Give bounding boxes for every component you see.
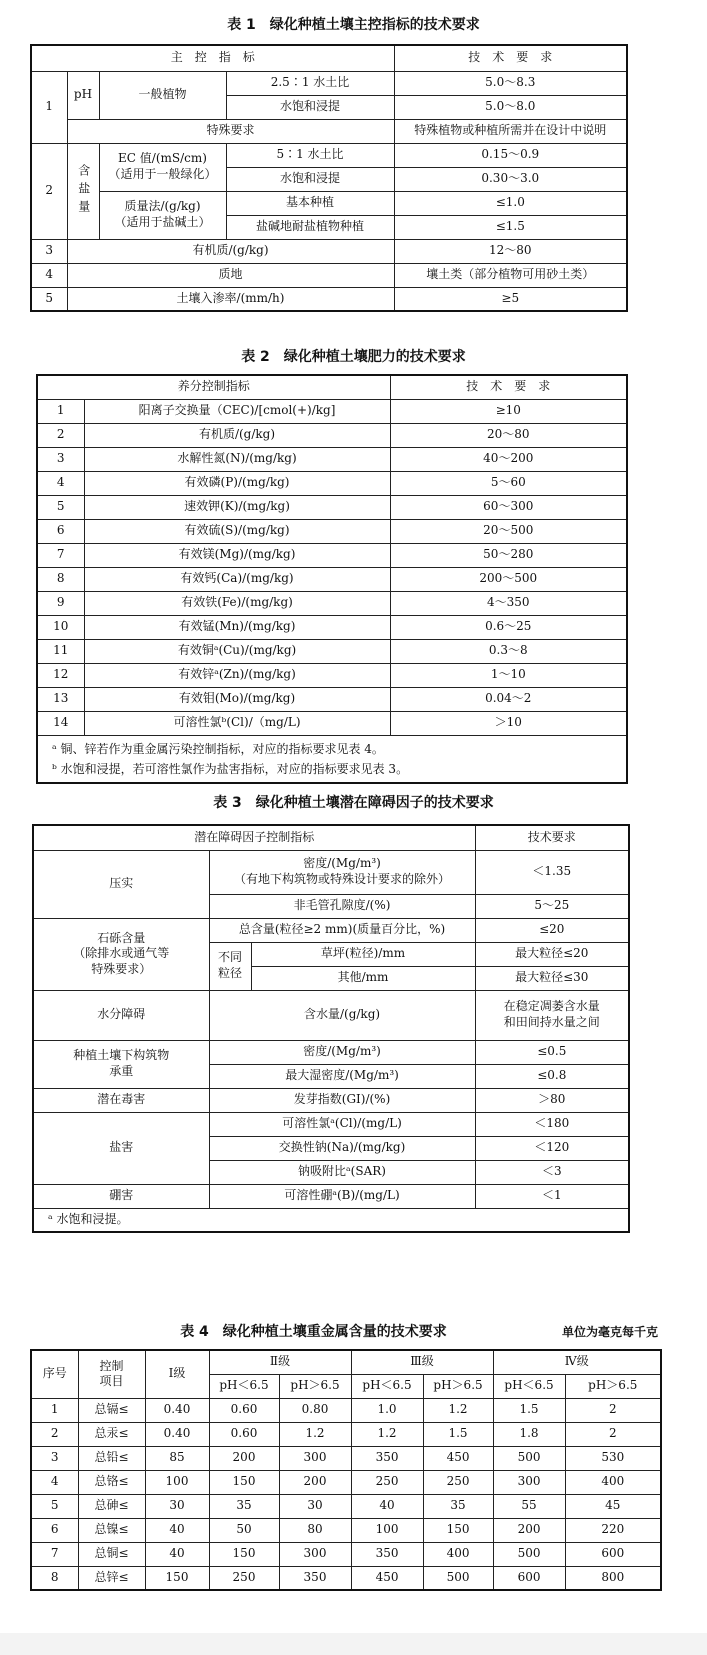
table-row	[33, 918, 629, 942]
row-number: 6	[31, 1518, 78, 1542]
item-cell: 其他/mm	[251, 966, 475, 990]
value-cell: ＜1	[475, 1184, 629, 1208]
method-cell: 5∶1 水土比	[226, 143, 394, 167]
value-cell: 85	[145, 1446, 209, 1470]
value-cell: 300	[279, 1542, 351, 1566]
value-cell: ≤0.8	[475, 1064, 629, 1088]
table-row	[37, 423, 627, 447]
table-row	[33, 850, 629, 894]
table2-body	[37, 399, 627, 735]
value-cell: 0.80	[279, 1398, 351, 1422]
item-cell: 总铜≤	[78, 1542, 145, 1566]
row-number: 12	[37, 663, 84, 687]
table-row	[37, 399, 627, 423]
header-cell: pH＜6.5	[351, 1374, 423, 1398]
factor-name: 水分障碍	[33, 990, 209, 1040]
table4	[30, 1349, 662, 1591]
value-cell: 30	[145, 1494, 209, 1518]
item-cell: 总铬≤	[78, 1470, 145, 1494]
table-row	[31, 239, 627, 263]
value-cell: 150	[209, 1542, 279, 1566]
table-row	[31, 1542, 661, 1566]
indicator-cell: 阳离子交换量（CEC)/[cmol(+)/kg]	[84, 399, 390, 423]
value-cell: 5～25	[475, 894, 629, 918]
mass-note: （适用于盐碱土）	[114, 215, 211, 229]
row-number: 3	[31, 1446, 78, 1470]
method-cell: 水饱和浸提	[226, 167, 394, 191]
item-cell: 总含量(粒径≥2 mm)(质量百分比，%)	[209, 918, 475, 942]
row-number: 3	[37, 447, 84, 471]
table-row	[37, 591, 627, 615]
indicator-cell: 速效钾(K)/(mg/kg)	[84, 495, 390, 519]
indicator-cell: 可溶性氯ᵇ(Cl)/（mg/L)	[84, 711, 390, 735]
value-cell: 2	[565, 1422, 661, 1446]
indicator-cell: 有效钼(Mo)/(mg/kg)	[84, 687, 390, 711]
table-row	[37, 519, 627, 543]
water-value-1: 在稳定凋萎含水量	[503, 999, 600, 1014]
value-cell: 100	[145, 1470, 209, 1494]
value-cell: 350	[351, 1446, 423, 1470]
row-number: 8	[37, 567, 84, 591]
table-header-row	[31, 45, 627, 71]
value-cell: 0.40	[145, 1422, 209, 1446]
row-number: 2	[37, 423, 84, 447]
method-cell: 盐碱地耐盐植物种植	[226, 215, 394, 239]
value-cell: ≤20	[475, 918, 629, 942]
row-name: 有机质/(g/kg)	[67, 239, 394, 263]
item-cell: 总镉≤	[78, 1398, 145, 1422]
value-cell: 400	[565, 1470, 661, 1494]
row-number: 7	[37, 543, 84, 567]
value-cell: 250	[423, 1470, 493, 1494]
item-cell: 可溶性硼ᵃ(B)/(mg/L)	[209, 1184, 475, 1208]
row-number: 2	[31, 143, 67, 239]
value-cell: 150	[423, 1518, 493, 1542]
value-cell: ≤1.5	[394, 215, 627, 239]
header-cell: Ⅰ级	[145, 1350, 209, 1398]
header-cell: 技 术 要 求	[394, 45, 627, 71]
table-row	[31, 1470, 661, 1494]
row-number: 4	[37, 471, 84, 495]
table-row	[31, 71, 627, 95]
row-number: 8	[31, 1566, 78, 1590]
value-cell: 100	[351, 1518, 423, 1542]
notes-cell	[37, 735, 627, 783]
value-cell: 200～500	[390, 567, 627, 591]
header-cell: pH＜6.5	[493, 1374, 565, 1398]
ec-note: （适用于一般绿化）	[108, 167, 217, 181]
header-cell: 技术要求	[475, 825, 629, 850]
value-cell: 50	[209, 1518, 279, 1542]
factor-name	[33, 918, 209, 990]
value-cell: 220	[565, 1518, 661, 1542]
table-row	[37, 495, 627, 519]
value-cell: 250	[351, 1470, 423, 1494]
value-cell: 350	[279, 1566, 351, 1590]
header-cell: 主 控 指 标	[31, 45, 394, 71]
item-header-2: 项目	[99, 1374, 124, 1389]
value-cell: 20～80	[390, 423, 627, 447]
value-cell: ＜3	[475, 1160, 629, 1184]
value-cell: 0.30～3.0	[394, 167, 627, 191]
table1-title: 表 1 绿化种植土壤主控指标的技术要求	[227, 17, 480, 33]
table-row	[37, 639, 627, 663]
factor-name	[33, 1040, 209, 1088]
footnote-a: ᵃ 水饱和浸提。	[33, 1208, 629, 1232]
value-cell: 200	[209, 1446, 279, 1470]
value-cell: 200	[279, 1470, 351, 1494]
table-row	[31, 1566, 661, 1590]
value-cell: 300	[493, 1470, 565, 1494]
value-cell: 35	[423, 1494, 493, 1518]
value-cell: 1.5	[493, 1398, 565, 1422]
sub-category	[99, 143, 226, 191]
header-cell: 养分控制指标	[37, 375, 390, 399]
value-cell: ≤0.5	[475, 1040, 629, 1064]
value-cell: 40～200	[390, 447, 627, 471]
row-number: 14	[37, 711, 84, 735]
indicator-cell: 有效锰(Mn)/(mg/kg)	[84, 615, 390, 639]
value-cell: 150	[209, 1470, 279, 1494]
item-cell: 交换性钠(Na)/(mg/kg)	[209, 1136, 475, 1160]
diff-label-2: 粒径	[217, 966, 242, 980]
item-cell: 总镍≤	[78, 1518, 145, 1542]
sub-category	[99, 191, 226, 239]
value-cell: 5.0～8.0	[394, 95, 627, 119]
value-cell: 30	[279, 1494, 351, 1518]
value-cell: 500	[493, 1446, 565, 1470]
item-header: 控制	[99, 1358, 124, 1373]
table-row	[37, 567, 627, 591]
value-cell: ＜180	[475, 1112, 629, 1136]
table-row	[33, 1088, 629, 1112]
mass-label: 质量法/(g/kg)	[124, 199, 201, 214]
table-header-row	[31, 1350, 661, 1374]
value-cell: ＞80	[475, 1088, 629, 1112]
value-cell: 450	[351, 1566, 423, 1590]
header-cell: pH＞6.5	[565, 1374, 661, 1398]
value-cell: 1.5	[423, 1422, 493, 1446]
page-footer-strip	[0, 1633, 707, 1655]
value-cell: 20～500	[390, 519, 627, 543]
item-cell: 总砷≤	[78, 1494, 145, 1518]
item-cell: 总锌≤	[78, 1566, 145, 1590]
value-cell: 0.40	[145, 1398, 209, 1422]
value-cell: 400	[423, 1542, 493, 1566]
item-cell: 草坪(粒径)/mm	[251, 942, 475, 966]
value-cell: 壤土类（部分植物可用砂土类）	[394, 263, 627, 287]
row-number: 4	[31, 1470, 78, 1494]
table-row	[37, 615, 627, 639]
value-cell: 1.8	[493, 1422, 565, 1446]
table-row	[31, 1518, 661, 1542]
table-notes	[33, 1208, 629, 1232]
table3-title: 表 3 绿化种植土壤潜在障碍因子的技术要求	[213, 795, 494, 811]
factor-name: 潜在毒害	[33, 1088, 209, 1112]
table-row	[31, 1398, 661, 1422]
value-cell: 350	[351, 1542, 423, 1566]
item-cell: 总铅≤	[78, 1446, 145, 1470]
value-cell: 500	[423, 1566, 493, 1590]
ec-label: EC 值/(mS/cm)	[118, 151, 207, 166]
row-name: 质地	[67, 263, 394, 287]
indicator-cell: 有效锌ᵃ(Zn)/(mg/kg)	[84, 663, 390, 687]
table-row	[37, 687, 627, 711]
value-cell: 5～60	[390, 471, 627, 495]
item-cell: 含水量/(g/kg)	[209, 990, 475, 1040]
indicator-cell: 有效磷(P)/(mg/kg)	[84, 471, 390, 495]
table-row	[31, 287, 627, 311]
value-cell: 0.3～8	[390, 639, 627, 663]
table-row	[31, 263, 627, 287]
header-cell: Ⅳ级	[493, 1350, 661, 1374]
row-number: 3	[31, 239, 67, 263]
item-cell: 非毛管孔隙度/(%)	[209, 894, 475, 918]
row-number: 6	[37, 519, 84, 543]
item-cell: 钠吸附比ᵃ(SAR)	[209, 1160, 475, 1184]
header-cell: 序号	[31, 1350, 78, 1398]
indicator-cell: 有效钙(Ca)/(mg/kg)	[84, 567, 390, 591]
table-row	[33, 990, 629, 1040]
table-row	[37, 471, 627, 495]
factor-name: 压实	[33, 850, 209, 918]
water-value-2: 和田间持水量之间	[503, 1015, 600, 1029]
indicator-cell: 有机质/(g/kg)	[84, 423, 390, 447]
value-cell: ≥10	[390, 399, 627, 423]
method-cell: 基本种植	[226, 191, 394, 215]
value-cell: ＞10	[390, 711, 627, 735]
row-number: 1	[31, 1398, 78, 1422]
header-cell	[78, 1350, 145, 1398]
table-row	[31, 119, 627, 143]
value-cell: 0.60	[209, 1398, 279, 1422]
value-cell: 40	[145, 1518, 209, 1542]
header-cell: 潜在障碍因子控制指标	[33, 825, 475, 850]
value-cell: ≤1.0	[394, 191, 627, 215]
item-cell: 密度/(Mg/m³)	[209, 1040, 475, 1064]
sub-category: 一般植物	[99, 71, 226, 119]
value-cell: 150	[145, 1566, 209, 1590]
header-cell: pH＞6.5	[279, 1374, 351, 1398]
value-cell: ＜120	[475, 1136, 629, 1160]
value-cell: 1.2	[423, 1398, 493, 1422]
row-name: 含盐量	[67, 143, 99, 239]
value-cell: 1.0	[351, 1398, 423, 1422]
gravel-note: （除排水或通气等	[73, 946, 170, 961]
footnote-b: ᵇ 水饱和浸提，若可溶性氯作为盐害指标，对应的指标要求见表 3。	[52, 761, 409, 776]
value-cell: 0.04～2	[390, 687, 627, 711]
diff-size-label	[209, 942, 251, 990]
value-cell: 1.2	[351, 1422, 423, 1446]
value-cell: 600	[565, 1542, 661, 1566]
row-name: pH	[67, 71, 99, 119]
value-cell: ≥5	[394, 287, 627, 311]
value-cell: 特殊植物或种植所需并在设计中说明	[394, 119, 627, 143]
under-label-2: 承重	[109, 1064, 134, 1078]
table1	[30, 44, 628, 312]
indicator-cell: 有效镁(Mg)/(mg/kg)	[84, 543, 390, 567]
header-cell: 技 术 要 求	[390, 375, 627, 399]
table-row	[37, 447, 627, 471]
table4-title: 表 4 绿化种植土壤重金属含量的技术要求	[180, 1324, 447, 1340]
diff-label: 不同	[217, 950, 242, 965]
footnote-a: ᵃ 铜、锌若作为重金属污染控制指标，对应的指标要求见表 4。	[52, 741, 384, 756]
table-header-row	[37, 375, 627, 399]
table4-body	[31, 1398, 661, 1590]
value-cell: 45	[565, 1494, 661, 1518]
gravel-label: 石砾含量	[97, 930, 146, 945]
row-name: 土壤入渗率/(mm/h)	[67, 287, 394, 311]
indicator-cell: 有效硫(S)/(mg/kg)	[84, 519, 390, 543]
value-cell: 55	[493, 1494, 565, 1518]
value-cell: 5.0～8.3	[394, 71, 627, 95]
table-row	[37, 711, 627, 735]
value-cell: 12～80	[394, 239, 627, 263]
method-cell: 2.5∶1 水土比	[226, 71, 394, 95]
row-number: 4	[31, 263, 67, 287]
value-cell: 80	[279, 1518, 351, 1542]
item-cell	[209, 850, 475, 894]
value-cell: 40	[351, 1494, 423, 1518]
value-cell: 最大粒径≤20	[475, 942, 629, 966]
value-cell: 0.15～0.9	[394, 143, 627, 167]
value-cell: 600	[493, 1566, 565, 1590]
row-number: 5	[31, 1494, 78, 1518]
density-note: （有地下构筑物或特殊设计要求的除外）	[234, 872, 451, 886]
table-row	[33, 1184, 629, 1208]
value-cell: 450	[423, 1446, 493, 1470]
item-cell: 发芽指数(GI)/(%)	[209, 1088, 475, 1112]
value-cell: 1～10	[390, 663, 627, 687]
gravel-note-2: 特殊要求）	[91, 961, 152, 976]
row-number: 5	[31, 287, 67, 311]
table-row	[37, 663, 627, 687]
value-cell: 800	[565, 1566, 661, 1590]
table-header-row	[33, 825, 629, 850]
row-number: 2	[31, 1422, 78, 1446]
header-cell: pH＜6.5	[209, 1374, 279, 1398]
table-row	[31, 1422, 661, 1446]
factor-name: 硼害	[33, 1184, 209, 1208]
special-requirement: 特殊要求	[67, 119, 394, 143]
header-cell: Ⅲ级	[351, 1350, 493, 1374]
table-row	[31, 1446, 661, 1470]
indicator-cell: 有效铁(Fe)/(mg/kg)	[84, 591, 390, 615]
factor-name: 盐害	[33, 1112, 209, 1184]
value-cell: 60～300	[390, 495, 627, 519]
table-row	[33, 1112, 629, 1136]
method-cell: 水饱和浸提	[226, 95, 394, 119]
header-cell: pH＞6.5	[423, 1374, 493, 1398]
table2	[36, 374, 628, 784]
table3	[32, 824, 630, 1233]
value-cell	[475, 990, 629, 1040]
indicator-cell: 水解性氮(N)/(mg/kg)	[84, 447, 390, 471]
value-cell: 4～350	[390, 591, 627, 615]
under-label: 种植土壤下构筑物	[73, 1048, 170, 1063]
row-number: 1	[31, 71, 67, 143]
table-row	[31, 1494, 661, 1518]
value-cell: 最大粒径≤30	[475, 966, 629, 990]
row-number: 7	[31, 1542, 78, 1566]
value-cell: 0.6～25	[390, 615, 627, 639]
row-number: 1	[37, 399, 84, 423]
table-row	[37, 543, 627, 567]
value-cell: ＜1.35	[475, 850, 629, 894]
value-cell: 530	[565, 1446, 661, 1470]
item-cell: 总汞≤	[78, 1422, 145, 1446]
value-cell: 500	[493, 1542, 565, 1566]
value-cell: 40	[145, 1542, 209, 1566]
value-cell: 35	[209, 1494, 279, 1518]
row-number: 5	[37, 495, 84, 519]
table2-title: 表 2 绿化种植土壤肥力的技术要求	[241, 349, 466, 365]
row-number: 11	[37, 639, 84, 663]
row-number: 9	[37, 591, 84, 615]
header-cell: Ⅱ级	[209, 1350, 351, 1374]
density-label: 密度/(Mg/m³)	[303, 856, 381, 871]
table-notes	[37, 735, 627, 783]
value-cell: 2	[565, 1398, 661, 1422]
table-row	[31, 191, 627, 215]
table-row	[31, 143, 627, 167]
item-cell: 可溶性氯ᵃ(Cl)/(mg/L)	[209, 1112, 475, 1136]
value-cell: 250	[209, 1566, 279, 1590]
value-cell: 0.60	[209, 1422, 279, 1446]
value-cell: 200	[493, 1518, 565, 1542]
value-cell: 1.2	[279, 1422, 351, 1446]
row-number: 13	[37, 687, 84, 711]
table-row	[33, 1040, 629, 1064]
item-cell: 最大湿密度/(Mg/m³)	[209, 1064, 475, 1088]
unit-label: 单位为毫克每千克	[562, 1325, 659, 1339]
value-cell: 300	[279, 1446, 351, 1470]
indicator-cell: 有效铜ᵃ(Cu)/(mg/kg)	[84, 639, 390, 663]
row-number: 10	[37, 615, 84, 639]
value-cell: 50～280	[390, 543, 627, 567]
